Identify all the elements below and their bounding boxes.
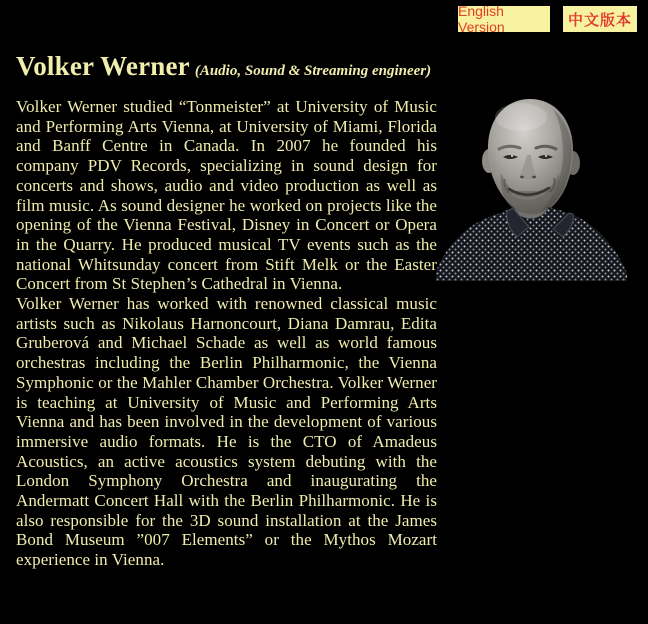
english-version-button[interactable]: English Version [458, 6, 550, 32]
chinese-version-button[interactable]: 中文版本 [563, 6, 637, 32]
person-role: (Audio, Sound & Streaming engineer) [194, 63, 432, 79]
page-title [16, 50, 437, 85]
person-name: Volker Werner [16, 51, 190, 81]
bio-paragraph-2: Volker Werner has worked with renowned classical music artists such as Nikolaus Harnoncourt, Diana Damrau, Edita Gruberová and Michael Schade as well as world famous orchestras including the Berlin Philharmonic, the Vienna Symphonic or the Mahler Chamber Orchestra. Volker Werner is teaching at University of Music and Performing Arts Vienna and has been involved in the development of various immersive audio formats. He is the CTO of Amadeus Acoustics, an active acoustics system debuting with the London Symphony Orchestra and inaugurating the Andermatt Concert Hall with the Berlin Philharmonic. He is also responsible for the 3D sound installation at the James Bond Museum ”007 Elements” or the Mythos Mozart experience in Vienna. [16, 294, 437, 570]
bio-paragraph-1: Volker Werner studied “Tonmeister” at University of Music and Performing Arts Vienna, at University of Miami, Florida and Banff Centre in Canada. In 2007 he founded his company PDV Records, specializing in sound design for concerts and shows, audio and video production as well as film music. As sound designer he worked on projects like the opening of the Vienna Festival, Disney in Concert or Opera in the Quarry. He produced musical TV events such as the national Whitsunday concert from Stift Melk or the Easter Concert from St Stephen’s Cathedral in Vienna. [16, 97, 437, 294]
bio-text [16, 97, 437, 570]
portrait-illustration [433, 95, 648, 281]
bio-section [16, 50, 437, 570]
language-switcher [458, 3, 637, 35]
portrait-photo [433, 95, 648, 281]
